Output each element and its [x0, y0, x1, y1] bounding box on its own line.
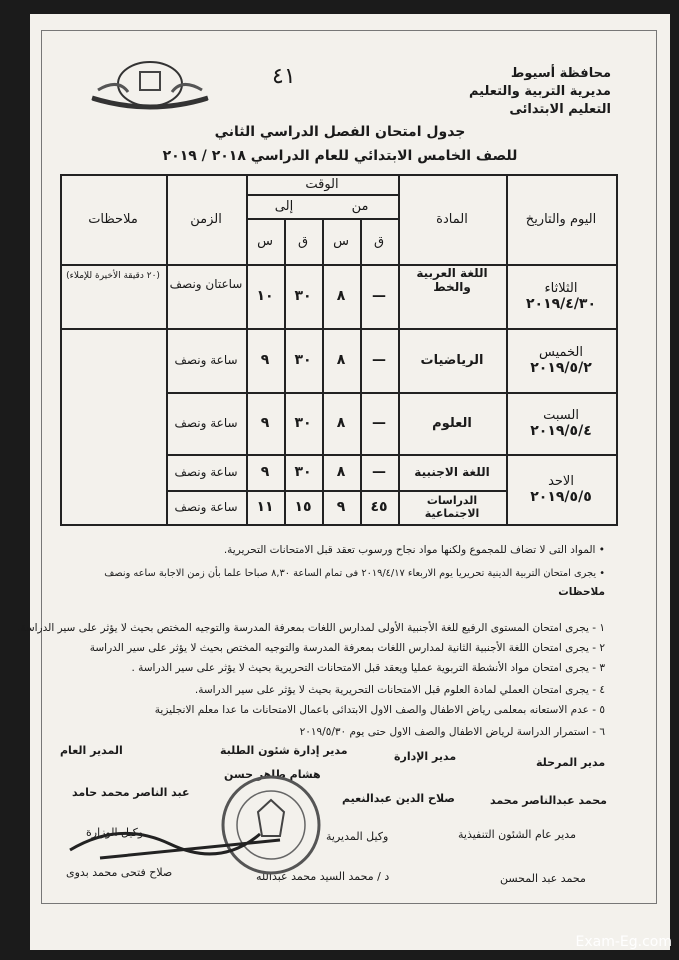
header-time: الوقت	[305, 176, 339, 192]
from-hours: ٩	[336, 499, 346, 515]
from-hours: ٨	[336, 464, 346, 480]
subject-name: الرياضيات	[420, 352, 484, 368]
day-name: السبت	[543, 407, 579, 423]
stage-title: مدير المرحلة	[536, 756, 606, 769]
remark-item-2: ٢ - يجرى امتحان اللغة الأجنبية الثانية لمدارس اللغات بمعرفة المدرسة والتوجيه المختص بحيث لا يؤثر على سير الدراسة	[89, 642, 605, 654]
header-notes: ملاحظات	[88, 211, 138, 227]
to-hours: ٩	[260, 352, 270, 368]
header-to-hours: س	[257, 233, 273, 249]
from-hours: ٨	[336, 352, 346, 368]
directorate-logo	[88, 58, 212, 114]
exam-duration: ساعتان ونصف	[169, 277, 243, 291]
note-bullet-2: • يجرى امتحان التربية الدينية تحريريا يوم الاربعاء ٢٠١٩/٤/١٧ فى تمام الساعة ٨,٣٠ صباحا علما بأن زمن الاجابة ساعه ونصف	[104, 568, 605, 579]
header-from-hours: س	[333, 233, 349, 249]
to-hours: ٩	[260, 415, 270, 431]
to-minutes: ٣٠	[294, 352, 312, 368]
from-hours: ٨	[336, 415, 346, 431]
subject-name: الدراسات الاجتماعية	[424, 494, 480, 520]
subject-name: اللغة الاجنبية	[414, 465, 490, 479]
subject-name: العلوم	[432, 415, 472, 431]
day-name: الثلاثاء	[544, 280, 578, 296]
stage-label: التعليم الابتدائى	[509, 102, 611, 117]
to-minutes: ٣٠	[294, 415, 312, 431]
to-hours: ١١	[256, 499, 274, 515]
exam-date: ٢٠١٩/٥/٥	[530, 488, 592, 505]
site-watermark: Exam-Eg.com	[575, 934, 672, 950]
exam-date: ٢٠١٩/٤/٣٠	[525, 295, 597, 312]
table-row-day	[506, 264, 616, 328]
document-number: ٤١	[272, 64, 296, 89]
header-duration: الزمن	[190, 211, 222, 227]
to-hours: ١٠	[256, 288, 274, 304]
remarks-title: ملاحظات	[558, 586, 605, 598]
day-name: الاحد	[548, 473, 574, 489]
note-bullet-1: • المواد التى لا تضاف للمجموع ولكنها مواد نجاح ورسوب تعقد قبل الامتحانات التحريرية.	[223, 544, 605, 556]
table-row-day	[506, 454, 616, 524]
to-hours: ٩	[260, 464, 270, 480]
from-minutes: —	[372, 464, 386, 480]
schedule-title: جدول امتحان الفصل الدراسي الثاني	[214, 124, 466, 140]
deputy-title: وكيل الوزارة	[86, 826, 144, 839]
under-dir-name: د / محمد السيد محمد عبدالله	[256, 870, 390, 883]
table-row-day	[506, 328, 616, 392]
exam-date: ٢٠١٩/٥/٢	[530, 359, 592, 376]
row-note: (٢٠ دقيقة الأخيرة للإملاء)	[66, 271, 160, 281]
under-dir-title: وكيل المديرية	[326, 830, 389, 843]
deputy-name: صلاح فتحى محمد بدوى	[66, 866, 173, 879]
subject-name: اللغة العربية والخط	[416, 266, 488, 294]
header-from-minutes: ق	[373, 233, 385, 249]
from-minutes: —	[372, 415, 386, 431]
remark-item-4: ٤ - يجرى امتحان العملي لمادة العلوم قبل الامتحانات التحريرية بحيث لا يؤثر على سير الدراسة.	[194, 684, 605, 696]
header-subject: المادة	[436, 211, 468, 227]
exec-name: محمد عبد المحسن	[500, 872, 586, 885]
schedule-subtitle: للصف الخامس الابتدائي للعام الدراسي ٢٠١٨ / ٢٠١٩	[162, 148, 518, 164]
from-hours: ٨	[336, 288, 346, 304]
gm-name: عبد الناصر محمد حامد	[72, 786, 190, 799]
from-minutes: ٤٥	[370, 499, 388, 515]
to-minutes: ١٥	[294, 499, 312, 515]
remark-item-1: ١ - يجرى امتحان المستوى الرفيع للغة الأجنبية الأولى لمدارس اللغات بمعرفة المدرسة والتوجيه المختص بحيث لا يؤثر على سير الدراسة.	[16, 622, 605, 634]
header-day-date: اليوم والتاريخ	[525, 211, 597, 227]
to-minutes: ٣٠	[294, 288, 312, 304]
table-row-day	[506, 392, 616, 454]
affairs-title: مدير إدارة شئون الطلبة	[220, 744, 348, 757]
exam-duration: ساعة ونصف	[174, 465, 238, 479]
gm-title: المدير العام	[60, 744, 123, 757]
header-from: من	[351, 198, 369, 214]
exam-date: ٢٠١٩/٥/٤	[530, 422, 592, 439]
handwritten-signature	[60, 810, 300, 870]
header-to: إلى	[274, 198, 294, 214]
exam-schedule-table	[60, 174, 618, 526]
governorate-label: محافظة أسيوط	[510, 66, 611, 81]
from-minutes: —	[372, 288, 386, 304]
remark-item-5: ٥ - عدم الاستعانه بمعلمى رياض الاطفال والصف الاول الابتدائى باعمال الامتحانات ما عدا معلم الانجليزية	[154, 704, 605, 716]
exam-duration: ساعة ونصف	[174, 500, 238, 514]
day-name: الخميس	[539, 344, 583, 360]
remark-item-3: ٣ - يجرى امتحان مواد الأنشطة التربوية عمليا ويعقد قبل الامتحانات التحريرية بحيث لا يؤثر على سير الدراسة .	[131, 662, 605, 674]
exam-duration: ساعة ونصف	[174, 353, 238, 367]
exec-title: مدير عام الشئون التنفيذية	[458, 828, 576, 841]
admin-title: مدير الإدارة	[394, 750, 457, 763]
admin-name: صلاح الدين عبدالنعيم	[342, 792, 455, 805]
stage-name: محمد عبدالناصر محمد	[490, 794, 607, 807]
remark-item-6: ٦ - استمرار الدراسة لرياض الاطفال والصف الاول حتى يوم ٢٠١٩/٥/٣٠	[299, 726, 605, 738]
to-minutes: ٣٠	[294, 464, 312, 480]
header-to-minutes: ق	[297, 233, 309, 249]
from-minutes: —	[372, 352, 386, 368]
exam-duration: ساعة ونصف	[174, 416, 238, 430]
affairs-name: هشام طاهر حسن	[224, 768, 321, 781]
directorate-label: مديرية التربية والتعليم	[468, 84, 611, 99]
